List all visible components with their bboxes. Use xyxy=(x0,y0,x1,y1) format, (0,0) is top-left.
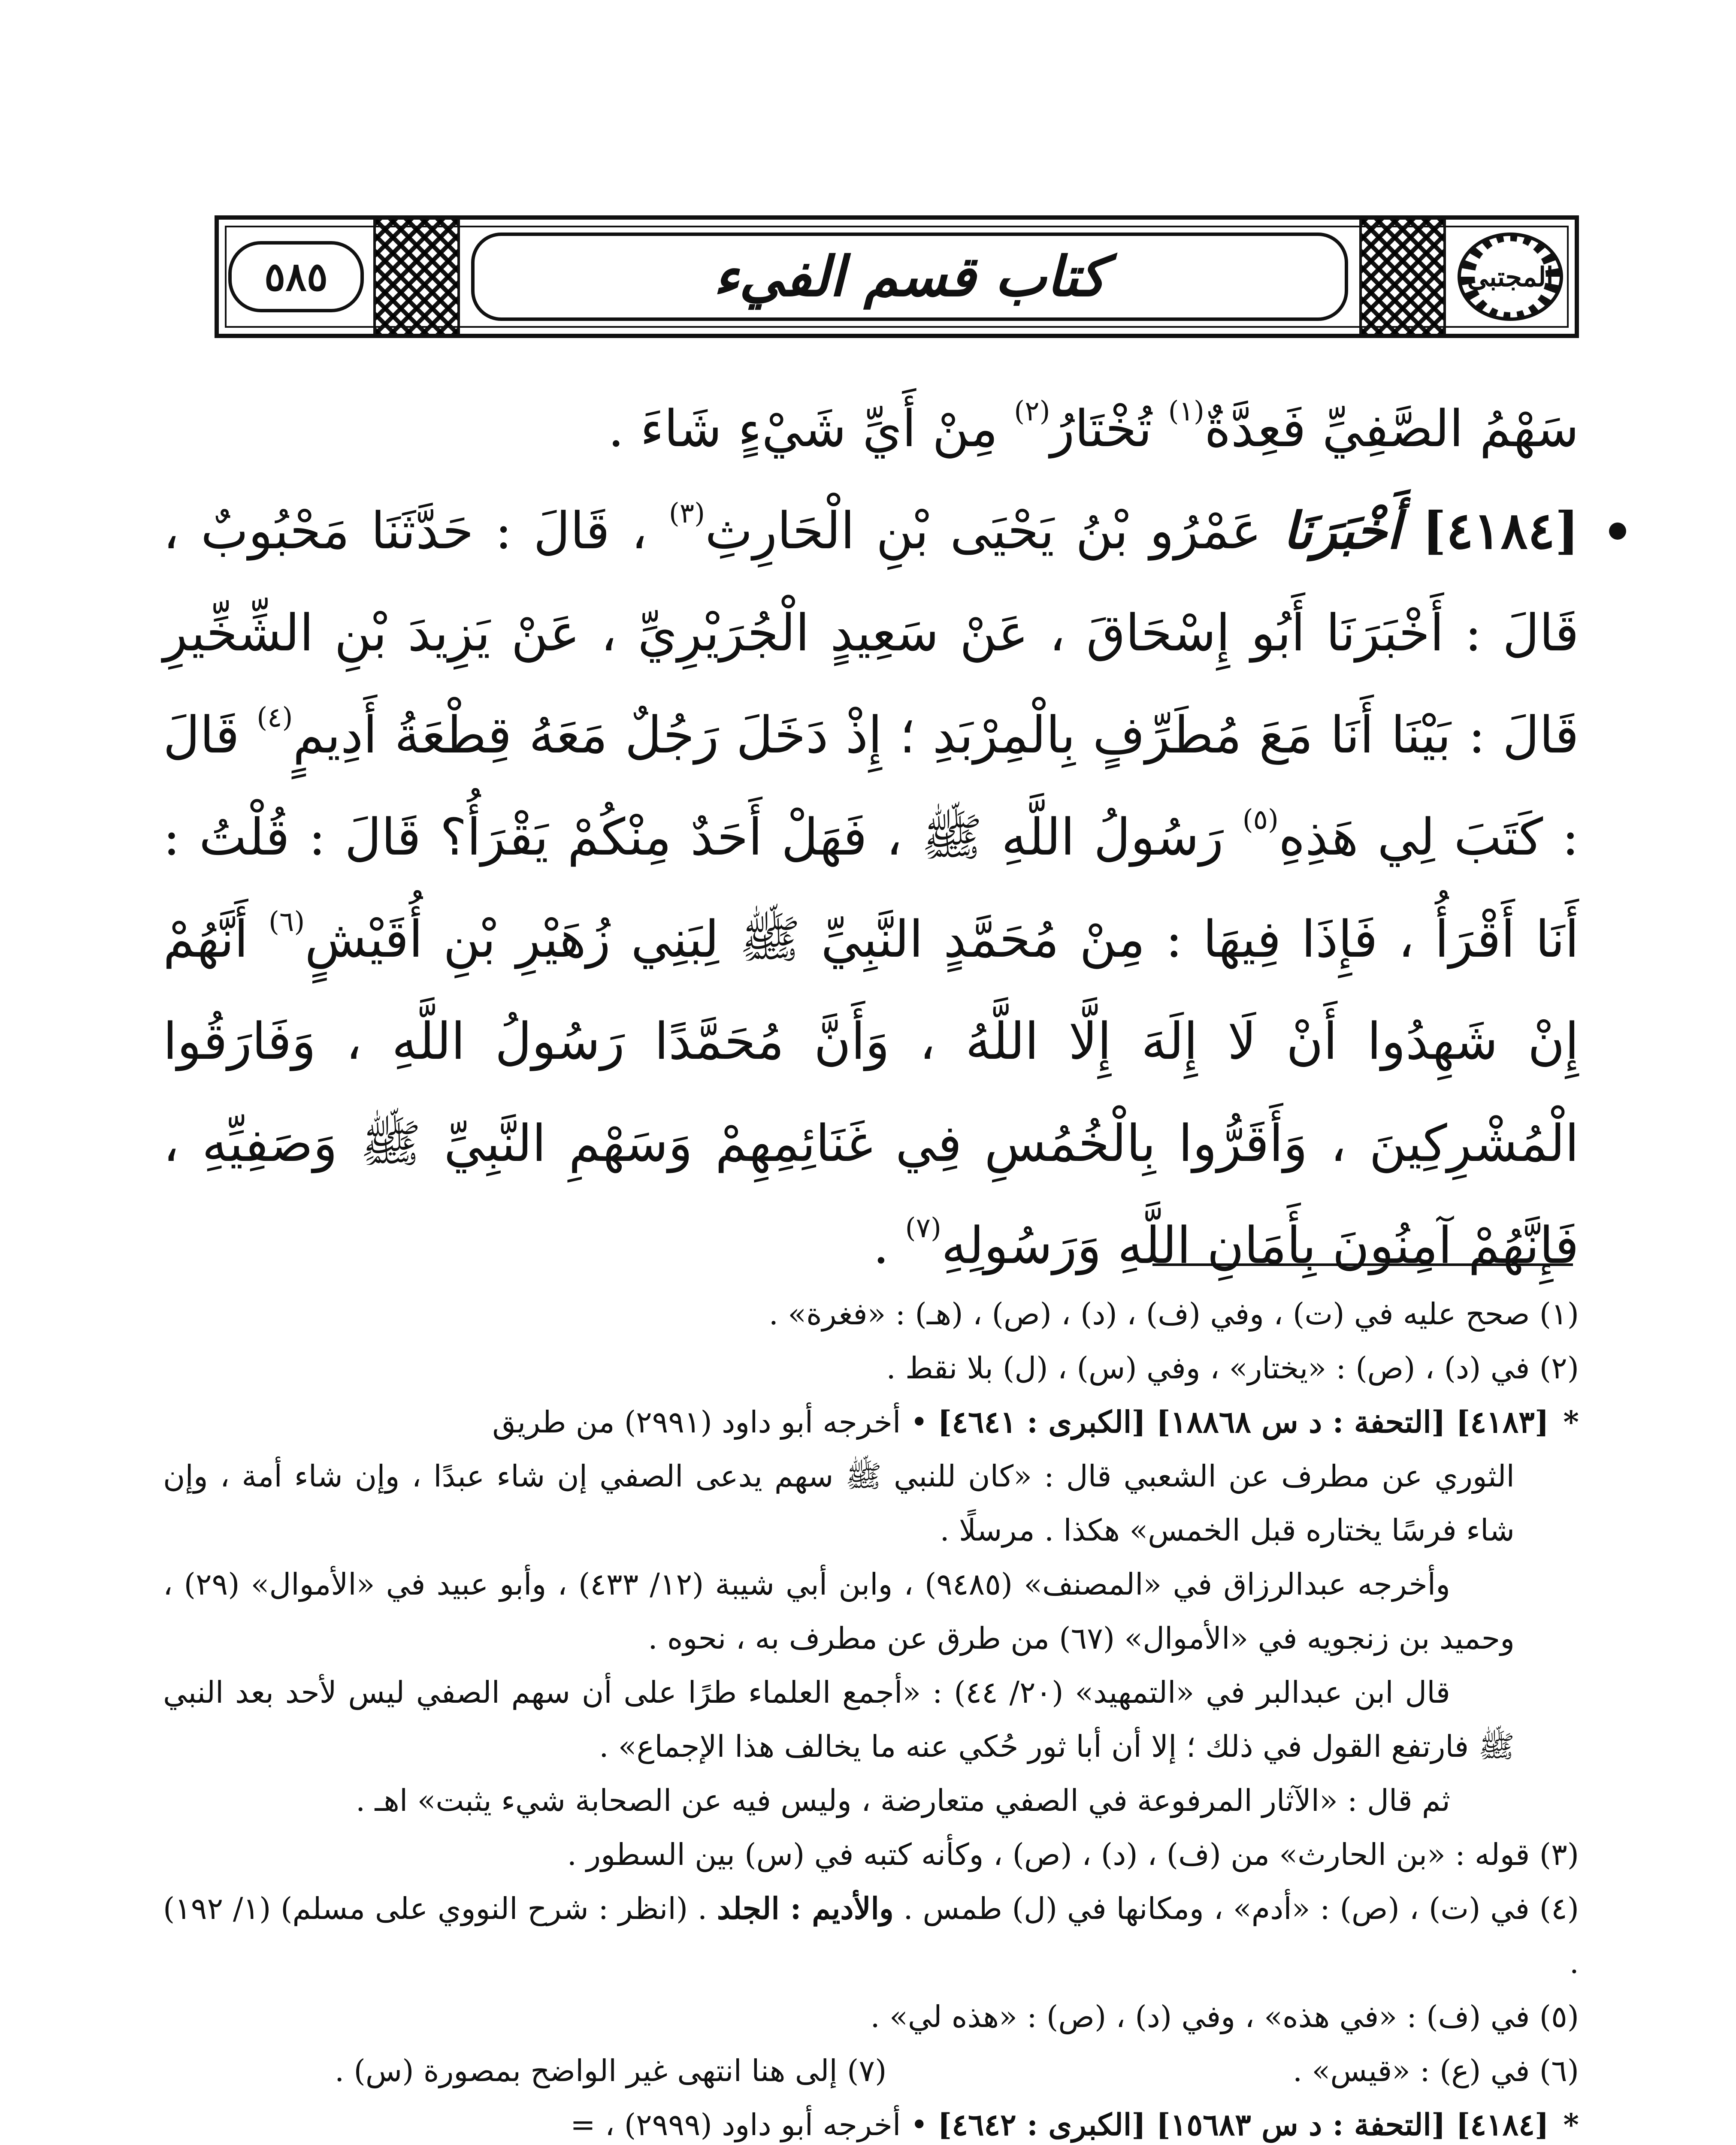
footnote-6: (٦) في (ع) : «قيس» . xyxy=(1293,2053,1579,2088)
text-segment: مِنْ أَيِّ شَيْءٍ شَاءَ . xyxy=(608,399,1014,458)
footnote-pair xyxy=(163,2044,1579,2098)
emblem-text: المجتبى xyxy=(1467,261,1554,293)
footnote-3: (٣) قوله : «بن الحارث» من (ف) ، (د) ، (ص) ، وكأنه كتبه في (س) بين السطور . xyxy=(567,1837,1579,1872)
footnote-ref-3[interactable]: (٣) xyxy=(668,498,705,529)
book-emblem xyxy=(1458,233,1563,321)
text-segment: . xyxy=(873,1216,905,1275)
takhrij-reference: [٤١٨٣] [التحفة : د س ١٨٨٦٨] [الكبرى : ٤٦٤١] xyxy=(938,1404,1549,1440)
takhrij-4183-paragraph-3: قال ابن عبدالبر في «التمهيد» (٢٠/ ٤٤) : «أجمع العلماء طرًا على أن سهم الصفي ليس لأحد بعد النبي ﷺ فارتفع القول في ذلك ؛ إلا أن أبا ثور حُكي عنه ما يخالف هذا الإجماع» . xyxy=(163,1675,1515,1764)
takhrij-4183-paragraph-2: وأخرجه عبدالرزاق في «المصنف» (٩٤٨٥) ، وابن أبي شيبة (١٢/ ٤٣٣) ، وأبو عبيد في «الأموال» (٢٩) ، وحميد بن زنجويه في «الأموال» (٦٧) من طرق عن مطرف به ، نحوه . xyxy=(163,1567,1515,1656)
takhrij-4183-paragraph-4: ثم قال : «الآثار المرفوعة في الصفي متعارضة ، وليس فيه عن الصحابة شيء يثبت» اهـ . xyxy=(355,1783,1450,1818)
footnote-separator xyxy=(1152,1263,1573,1266)
footnote-ref-6[interactable]: (٦) xyxy=(268,906,305,938)
footnote-4-text: (٤) في (ت) ، (ص) : «أدم» ، ومكانها في (ل) طمس . xyxy=(893,1891,1579,1926)
header-ornament-left xyxy=(373,220,460,334)
takhrij-reference: [٤١٨٤] [التحفة : د س ١٥٦٨٣] [الكبرى : ٤٦٤٢] xyxy=(938,2107,1549,2142)
text-line-1 xyxy=(163,378,1579,480)
takhrij-4183 xyxy=(163,1395,1579,1449)
text-segment: ، قَالَ : حَدَّثَنَا مَحْبُوبٌ ، قَالَ : أَخْبَرَنَا أَبُو إِسْحَاقَ ، عَنْ سَعِيدٍ الْجُرَيْرِيِّ ، عَنْ يَزِيدَ بْنِ الشِّخِّيرِ قَالَ : بَيْنَا أَنَا مَعَ مُطَرِّفٍ بِالْمِرْبَدِ ؛ إِذْ دَخَلَ رَجُلٌ مَعَهُ قِطْعَةُ أَدِيمٍ xyxy=(163,501,1579,764)
footnote-4-definition: والأديم : الجلد xyxy=(717,1891,894,1926)
footnote-1: (١) صحح عليه في (ت) ، وفي (ف) ، (د) ، (ص) ، (هـ) : «فغرة» . xyxy=(768,1296,1579,1332)
takhrij-text: • أخرجه أبو داود (٢٩٩١) من طريق xyxy=(492,1405,938,1440)
header-ornament-right xyxy=(1359,220,1446,334)
text-segment: سَهْمُ الصَّفِيِّ فَعِدَّةٌ xyxy=(1204,399,1579,458)
hadith-4184 xyxy=(163,480,1579,1296)
takhrij-4183-continuation: الثوري عن مطرف عن الشعبي قال : «كان للنبي ﷺ سهم يدعى الصفي إن شاء عبدًا ، وإن شاء أمة ، وإن شاء فرسًا يختاره قبل الخمس» هكذا . مرسلًا . xyxy=(163,1459,1515,1548)
page-number: ٥٨٥ xyxy=(228,241,364,312)
hadith-opening-word: أَخْبَرَنَا xyxy=(1282,501,1401,560)
page-number-box xyxy=(219,220,373,334)
takhrij-text: • أخرجه أبو داود (٢٩٩٩) ، = xyxy=(570,2107,938,2142)
asterisk-icon: * xyxy=(1563,2107,1579,2142)
text-segment: قَالَ : كَتَبَ لِي هَذِهِ xyxy=(163,705,1579,867)
footnote-4-source: . (انظر : شرح النووي على مسلم) (١/ ١٩٢) . xyxy=(163,1891,1579,1980)
text-segment: رَسُولُ اللَّهِ ﷺ ، فَهَلْ أَحَدٌ مِنْكُمْ يَقْرَأُ؟ قَالَ : قُلْتُ : أَنَا أَقْرَأُ ، فَإِذَا فِيهَا : مِنْ مُحَمَّدٍ النَّبِيِّ ﷺ لِبَنِي زُهَيْرِ بْنِ أُقَيْشٍ xyxy=(163,807,1579,969)
emblem-box xyxy=(1446,220,1575,334)
footnote-ref-1[interactable]: (١) xyxy=(1168,396,1204,427)
footnote-4 xyxy=(163,1882,1579,1990)
footnote-ref-7[interactable]: (٧) xyxy=(905,1212,941,1244)
footnote-5: (٥) في (ف) : «في هذه» ، وفي (د) ، (ص) : «هذه لي» . xyxy=(870,1999,1579,2034)
takhrij-4184 xyxy=(163,2098,1579,2145)
footnote-2: (٢) في (د) ، (ص) : «يختار» ، وفي (س) ، (ل) بلا نقط . xyxy=(886,1350,1579,1386)
footnotes xyxy=(163,1287,1579,2145)
hadith-number: [٤١٨٤] xyxy=(1422,501,1579,560)
text-segment: أَنَّهُمْ إِنْ شَهِدُوا أَنْ لَا إِلَهَ إِلَّا اللَّهُ ، وَأَنَّ مُحَمَّدًا رَسُولُ اللَّهِ ، وَفَارَقُوا الْمُشْرِكِينَ ، وَأَقَرُّوا بِالْخُمُسِ فِي غَنَائِمِهِمْ وَسَهْمِ النَّبِيِّ ﷺ وَصَفِيِّهِ ، فَإِنَّهُمْ آمِنُونَ بِأَمَانِ اللَّهِ وَرَسُولِهِ xyxy=(163,909,1579,1275)
text-segment: عَمْرُو بْنُ يَحْيَى بْنِ الْحَارِثِ xyxy=(705,501,1283,560)
text-segment: تُخْتَارُ xyxy=(1050,399,1168,458)
footnote-ref-4[interactable]: (٤) xyxy=(257,702,293,734)
page-header xyxy=(215,215,1579,338)
footnote-7: (٧) إلى هنا انتهى غير الواضح بمصورة (س) . xyxy=(335,2053,887,2088)
hadith-bullet-icon xyxy=(1609,523,1626,540)
asterisk-icon: * xyxy=(1563,1404,1579,1440)
footnote-ref-2[interactable]: (٢) xyxy=(1014,396,1050,427)
footnote-ref-5[interactable]: (٥) xyxy=(1242,804,1279,836)
main-text xyxy=(163,378,1579,1296)
chapter-title: كتاب قسم الفيء xyxy=(471,233,1348,321)
